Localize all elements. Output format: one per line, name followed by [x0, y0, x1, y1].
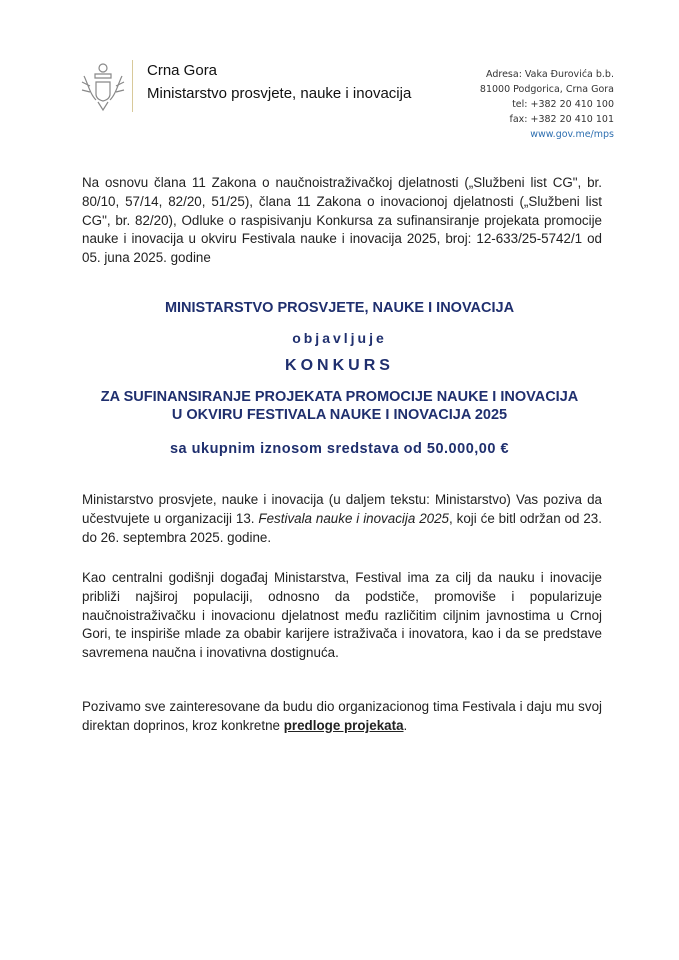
- website-link[interactable]: www.gov.me/mps: [530, 129, 614, 140]
- coat-of-arms-logo: [80, 60, 126, 114]
- intro-paragraph: Na osnovu člana 11 Zakona o naučnoistraživačkoj djelatnosti („Službeni list CG", br. 80/10, 57/14, 82/20, 51/25), člana 11 Zakona o inovacionoj djelatnosti („Službeni list CG", br. 82/20), Odluke o raspisivanju Konkursa za sufinansiranje projekata promocije nauke i inovacija u okviru Festivala nauke i inovacija 2025, broj: 12-633/25-5742/1 od 05. juna 2025. godine: [82, 175, 602, 266]
- title-amount: sa ukupnim iznosom sredstava od 50.000,00 €: [169, 441, 510, 457]
- title-announces: objavljuje: [292, 330, 387, 346]
- project-proposals-emphasis: predloge projekata: [283, 717, 404, 733]
- p3-text: Pozivamo sve zainteresovane da budu dio organizacionog tima Festivala i daju mu svoj direktan doprinos, kroz konkretne: [82, 699, 602, 733]
- title-konkurs: KONKURS: [285, 357, 394, 374]
- body-paragraph-1: [82, 491, 602, 547]
- p3-text-end: .: [403, 717, 408, 733]
- p1-text: Ministarstvo prosvjete, nauke i inovacija (u daljem tekstu: Ministarstvo) Vas poziva da učestvujete u organizaciji 13.: [82, 492, 602, 526]
- festival-name: Festivala nauke i inovacija 2025: [258, 510, 449, 526]
- header-ministry: Ministarstvo prosvjete, nauke i inovacija: [147, 85, 412, 102]
- body-paragraph-2: Kao centralni godišnji događaj Ministarstva, Festival ima za cilj da nauku i inovacije približi najširoj populaciji, odnosno da podstiče, promoviše i popularizuje naučnoistraživačku i inovacionu djelatnost među različitim ciljnim javnostima u Crnoj Gori, te inspiriše mlade za obabir karijere istraživača i inovatora, kao i da se predstave savremena naučna i inovativna dostignuća.: [82, 570, 602, 661]
- address-city: 81000 Podgorica, Crna Gora: [479, 84, 614, 95]
- p1-text-end: , koji će bitl održan od 23. do 26. septembra 2025. godine.: [82, 510, 602, 545]
- title-subtitle-1: ZA SUFINANSIRANJE PROJEKATA PROMOCIJE NAUKE I INOVACIJA: [100, 389, 579, 405]
- phone: tel: +382 20 410 100: [512, 99, 614, 110]
- address-line: Adresa: Vaka Đurovića b.b.: [486, 69, 614, 80]
- header-country: Crna Gora: [147, 62, 218, 79]
- fax: fax: +382 20 410 101: [509, 114, 614, 125]
- title-ministry: MINISTARSTVO PROSVJETE, NAUKE I INOVACIJA: [164, 300, 515, 316]
- title-subtitle-2: U OKVIRU FESTIVALA NAUKE I INOVACIJA 2025: [171, 407, 508, 423]
- header-contact: [480, 67, 614, 142]
- header-divider: [132, 60, 133, 112]
- body-paragraph-3: [82, 698, 602, 736]
